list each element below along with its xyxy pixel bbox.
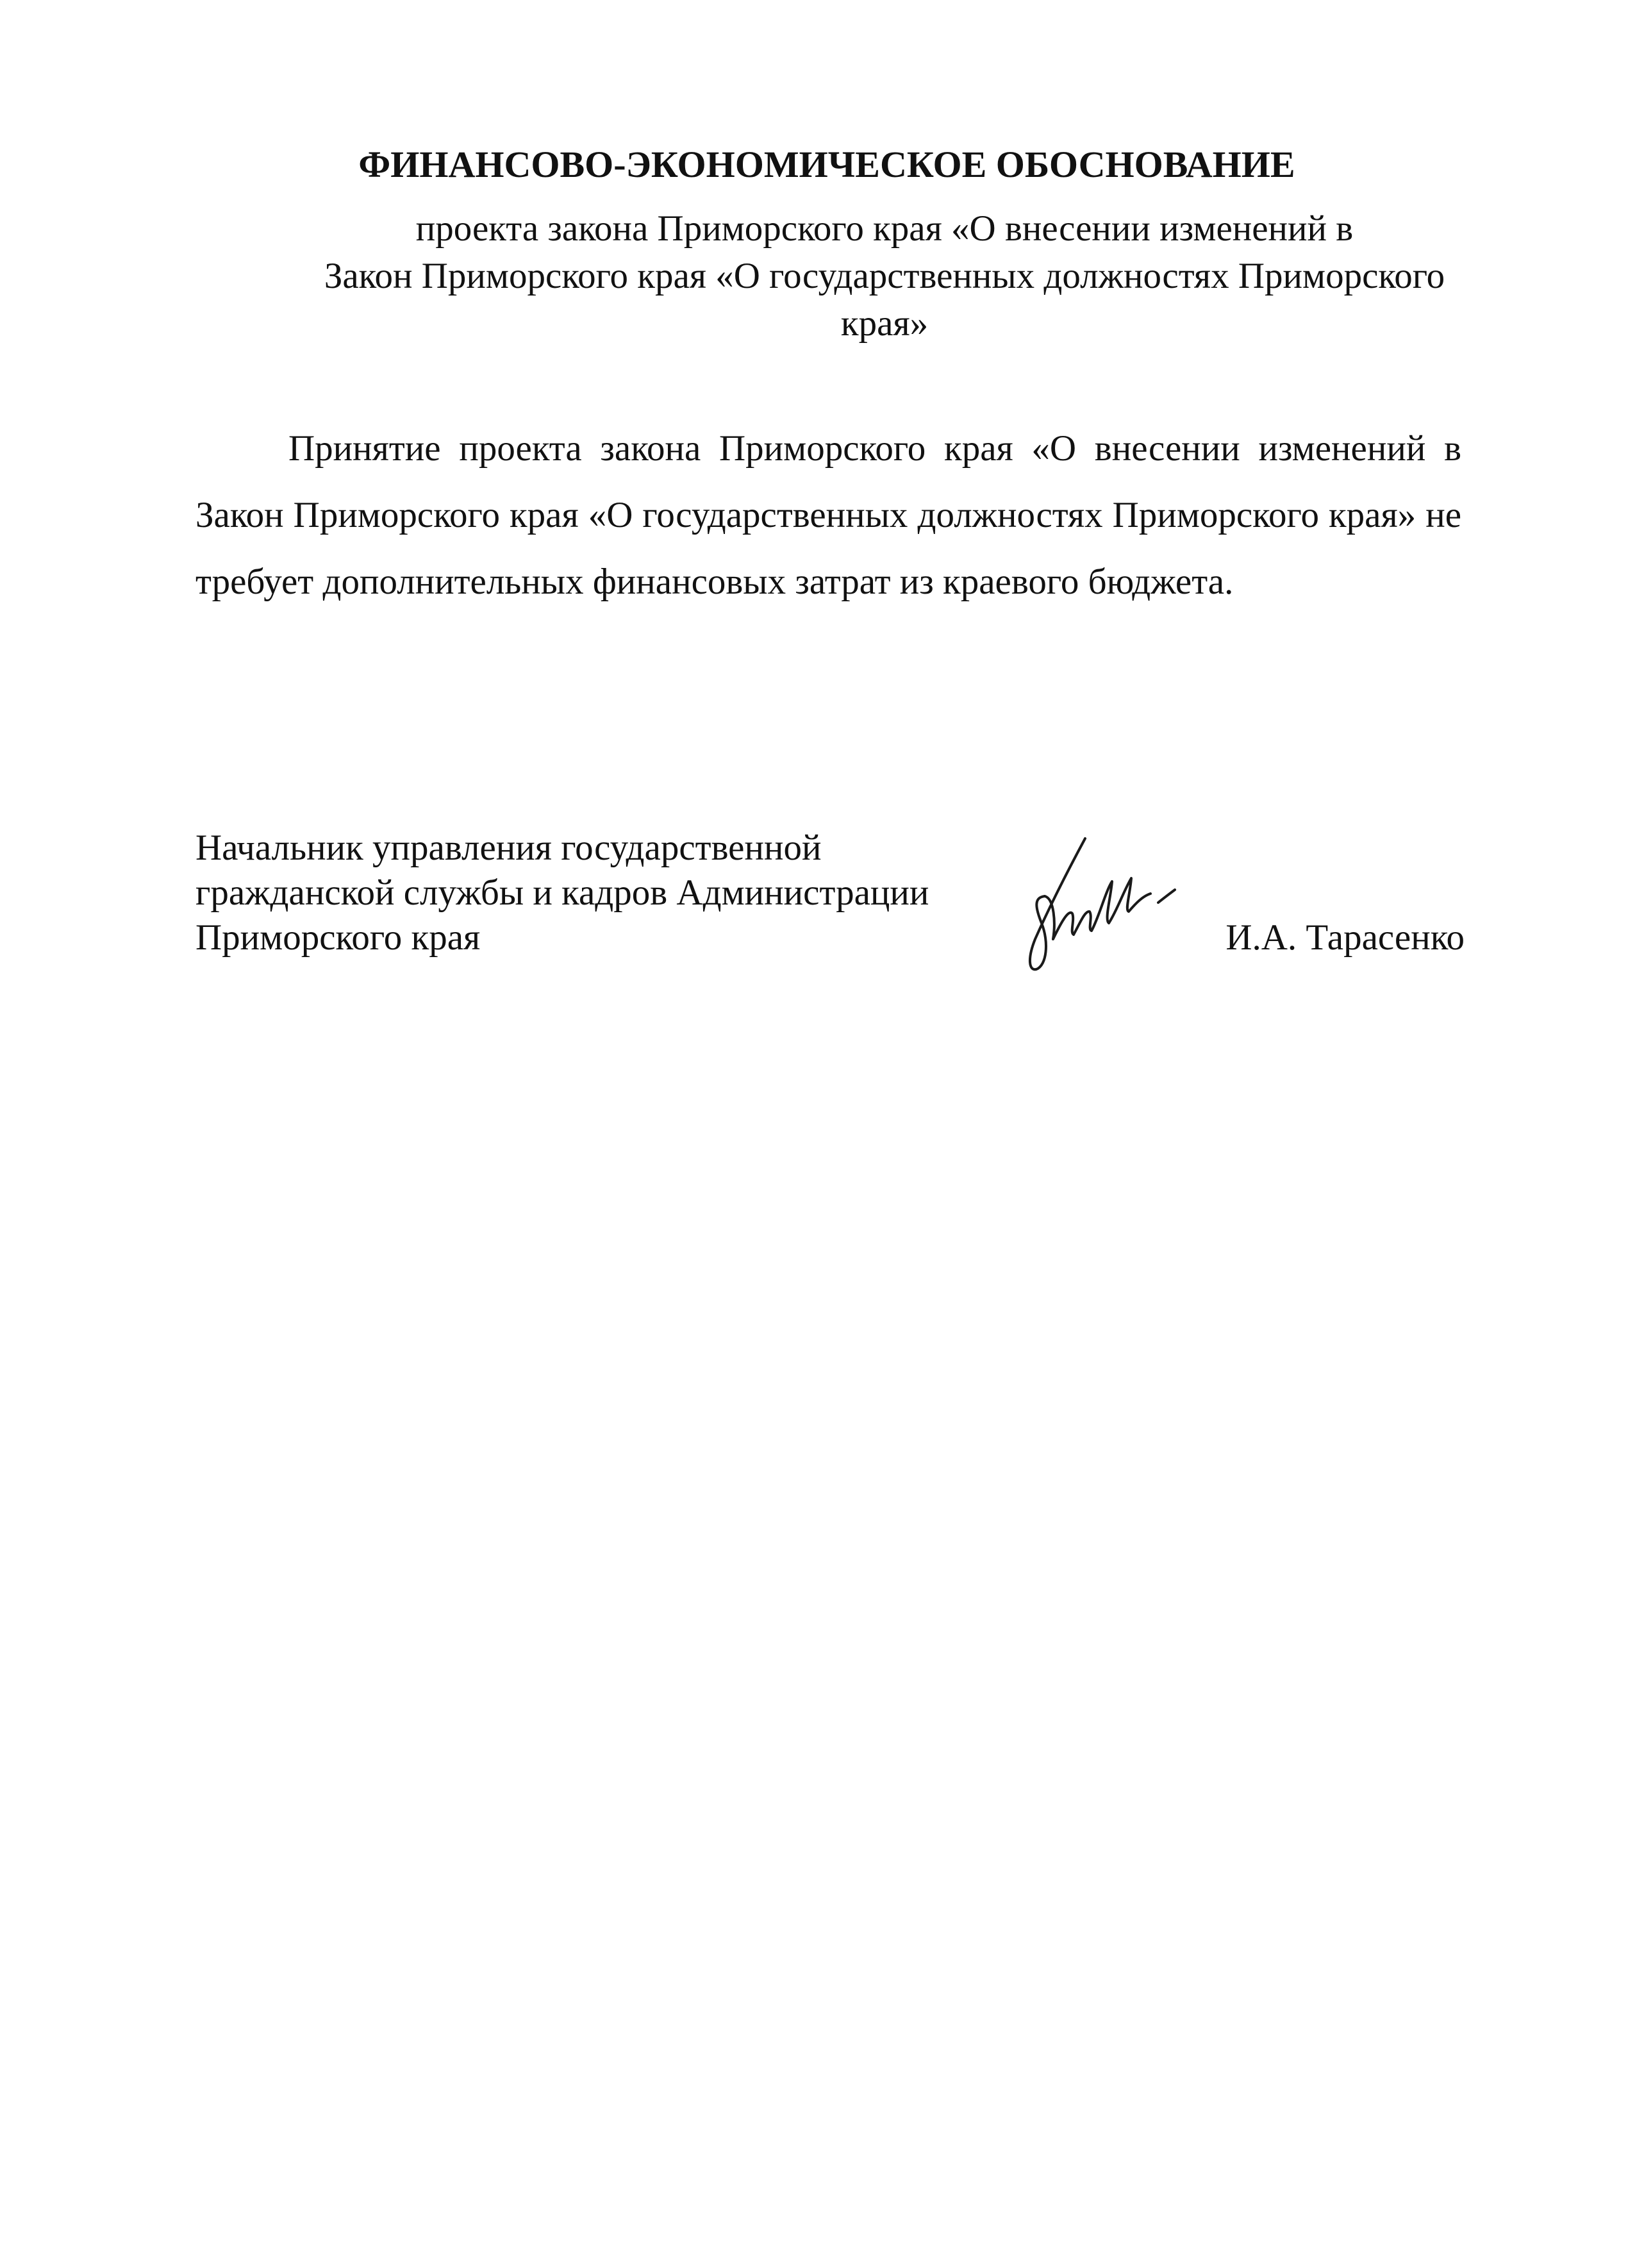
signer-position bbox=[195, 826, 997, 960]
document-title: ФИНАНСОВО-ЭКОНОМИЧЕСКОЕ ОБОСНОВАНИЕ bbox=[358, 144, 1295, 185]
subtitle-line: проекта закона Приморского края «О внесении изменений в bbox=[415, 208, 1354, 249]
body-paragraph: Принятие проекта закона Приморского края «О внесении изменений в Закон Приморского края «О государственных должностях Приморского края» не требует дополнительных финансовых затрат из краевого бюджета. bbox=[195, 428, 1461, 602]
signer-position-line: Начальник управления государственной bbox=[195, 828, 822, 868]
subtitle-line: Закон Приморского края «О государственных должностях Приморского bbox=[324, 256, 1445, 296]
signer-position-line: гражданской службы и кадров Администрации bbox=[195, 872, 929, 913]
signature-icon bbox=[1009, 827, 1202, 981]
document-subtitle bbox=[282, 205, 1487, 347]
signer-position-line: Приморского края bbox=[195, 917, 481, 958]
signer-name: И.А. Тарасенко bbox=[1225, 917, 1465, 958]
subtitle-line: края» bbox=[840, 303, 929, 344]
